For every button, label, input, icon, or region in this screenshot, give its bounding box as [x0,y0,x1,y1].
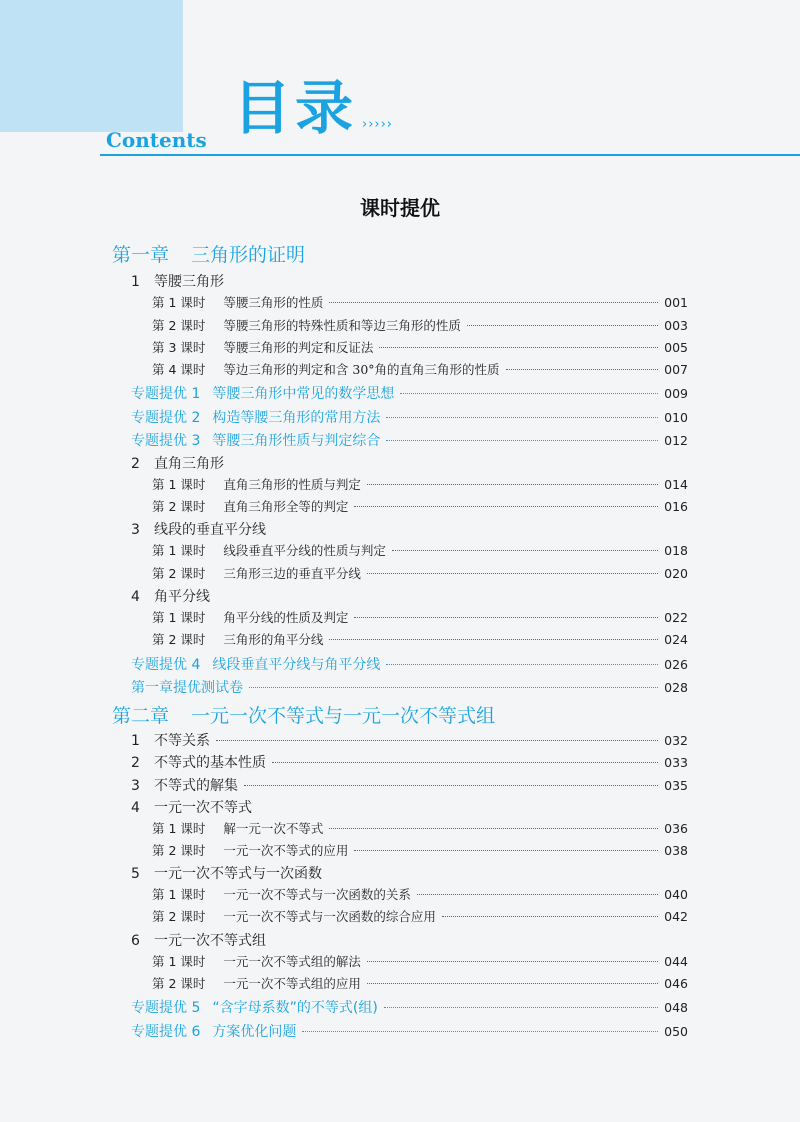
toc-entry[interactable] [152,885,688,903]
entry-title: 不等式的解集 [154,778,238,794]
page-number: 044 [664,954,688,969]
lesson-number: 第 1 课时 [152,295,206,310]
page-number: 007 [664,362,688,377]
dot-leader [354,506,658,507]
section-heading[interactable] [131,586,210,606]
lesson-number: 第 1 课时 [152,821,206,836]
lesson-number: 第 2 课时 [152,632,206,647]
page-number: 018 [664,543,688,558]
page-number: 003 [664,318,688,333]
dot-leader [467,325,658,326]
entry-title: 不等关系 [154,733,210,749]
lesson-number: 第 2 课时 [152,976,206,991]
entry-title: 一元一次不等式组的应用 [223,976,361,991]
lesson-number: 第 1 课时 [152,887,206,902]
toc-entry[interactable] [152,952,688,970]
lesson-number: 第 1 课时 [152,477,206,492]
section-number: 4 [131,800,140,816]
section-title: 课时提优 [360,196,440,220]
toc-entry[interactable] [152,974,688,992]
toc-entry[interactable] [152,819,688,837]
section-number: 6 [131,933,140,949]
header-divider [100,154,800,156]
section-title-text: 角平分线 [154,589,210,605]
entry-title: 线段垂直平分线的性质与判定 [223,543,386,558]
section-heading[interactable] [131,930,266,950]
section-number: 1 [131,733,140,749]
toc-entry[interactable] [152,497,688,515]
toc-topic-entry[interactable] [131,997,688,1017]
dot-leader [329,828,658,829]
lesson-number: 第 2 课时 [152,909,206,924]
toc-entry[interactable] [131,752,688,772]
entry-title: 等腰三角形性质与判定综合 [212,433,381,449]
page-number: 028 [664,680,688,695]
entry-title: 直角三角形全等的判定 [223,499,349,514]
entry-title: 线段垂直平分线与角平分线 [212,657,381,673]
entry-title: 一元一次不等式与一次函数的综合应用 [223,909,436,924]
page-number: 032 [664,733,688,748]
toc-topic-entry[interactable] [131,407,688,427]
dot-leader [384,1007,658,1008]
page-number: 042 [664,909,688,924]
dot-leader [367,573,658,574]
page-number: 001 [664,295,688,310]
dot-leader [386,417,658,418]
toc-topic-entry[interactable] [131,654,688,674]
entry-title: 角平分线的性质及判定 [223,610,349,625]
lesson-number: 第 1 课时 [152,610,206,625]
lesson-number: 第 3 课时 [152,340,206,355]
toc-entry[interactable] [131,730,688,750]
entry-title: 等腰三角形的判定和反证法 [223,340,374,355]
page-number: 009 [664,386,688,401]
topic-number: 专题提优 1 [131,386,201,402]
chapter-number: 第一章 [112,244,170,266]
contents-label: Contents [106,128,207,152]
toc-topic-entry[interactable] [131,1021,688,1041]
dot-leader [442,916,658,917]
section-title-text: 直角三角形 [154,456,224,472]
topic-number: 专题提优 3 [131,433,201,449]
section-number: 3 [131,522,140,538]
entry-title: 第一章提优测试卷 [131,680,243,696]
toc-entry[interactable] [152,907,688,925]
lesson-number: 第 2 课时 [152,566,206,581]
section-title-text: 等腰三角形 [154,274,224,290]
section-heading[interactable] [131,453,224,473]
toc-entry[interactable] [152,316,688,334]
dot-leader [354,617,658,618]
page-number: 035 [664,778,688,793]
entry-title: 直角三角形的性质与判定 [223,477,361,492]
toc-entry[interactable] [152,475,688,493]
toc-topic-entry[interactable] [131,383,688,403]
page-number: 050 [664,1024,688,1039]
dot-leader [386,440,658,441]
dot-leader [354,850,658,851]
section-number: 5 [131,866,140,882]
entry-title: 三角形的角平分线 [223,632,324,647]
entry-title: 等腰三角形中常见的数学思想 [212,386,395,402]
page-number: 024 [664,632,688,647]
topic-number: 专题提优 2 [131,410,201,426]
lesson-number: 第 2 课时 [152,499,206,514]
section-heading[interactable] [131,863,322,883]
page-number: 048 [664,1000,688,1015]
page-number: 020 [664,566,688,581]
dot-leader [329,639,658,640]
page-number: 022 [664,610,688,625]
dot-leader [379,347,658,348]
page-number: 038 [664,843,688,858]
lesson-number: 第 2 课时 [152,843,206,858]
lesson-number: 第 2 课时 [152,318,206,333]
section-heading[interactable] [131,797,252,817]
dot-leader [216,740,658,741]
entry-title: 方案优化问题 [212,1024,297,1040]
chapter-title: 一元一次不等式与一元一次不等式组 [191,705,496,727]
header-decor-block [0,0,183,132]
section-number: 1 [131,274,140,290]
dot-leader [417,894,658,895]
arrows-decoration: ››››› [362,117,393,132]
section-number: 4 [131,589,140,605]
section-number: 2 [131,755,140,771]
toc-entry[interactable] [152,360,688,378]
page-number: 033 [664,755,688,770]
entry-title: 一元一次不等式组的解法 [223,954,361,969]
toc-test-entry[interactable] [131,677,688,697]
section-number: 3 [131,778,140,794]
chapter-heading[interactable] [112,240,305,267]
entry-title: 等腰三角形的特殊性质和等边三角形的性质 [223,318,461,333]
section-title-text: 一元一次不等式组 [154,933,266,949]
entry-title: 解一元一次不等式 [223,821,324,836]
section-title-text: 线段的垂直平分线 [154,522,266,538]
section-title-text: 一元一次不等式 [154,800,252,816]
page-title: 目录 [233,74,358,142]
toc-entry[interactable] [152,564,688,582]
page-number: 005 [664,340,688,355]
toc-entry[interactable] [152,541,688,559]
dot-leader [386,664,658,665]
entry-title: 一元一次不等式的应用 [223,843,349,858]
toc-entry[interactable] [152,293,688,311]
toc-entry[interactable] [152,841,688,859]
page-number: 016 [664,499,688,514]
chapter-heading[interactable] [112,701,495,728]
entry-title: 构造等腰三角形的常用方法 [212,410,381,426]
toc-entry[interactable] [131,775,688,795]
toc-entry[interactable] [152,338,688,356]
topic-number: 专题提优 4 [131,657,201,673]
dot-leader [272,762,658,763]
page-number: 036 [664,821,688,836]
section-title-text: 一元一次不等式与一次函数 [154,866,322,882]
entry-title: 等边三角形的判定和含 30°角的直角三角形的性质 [223,362,500,377]
lesson-number: 第 4 课时 [152,362,206,377]
dot-leader [329,302,658,303]
entry-title: “含字母系数”的不等式(组) [212,1000,378,1016]
page-number: 014 [664,477,688,492]
chapter-title: 三角形的证明 [191,244,306,266]
topic-number: 专题提优 5 [131,1000,201,1016]
dot-leader [392,550,658,551]
lesson-number: 第 1 课时 [152,543,206,558]
page-number: 026 [664,657,688,672]
lesson-number: 第 1 课时 [152,954,206,969]
toc-topic-entry[interactable] [131,430,688,450]
dot-leader [244,785,658,786]
toc-entry[interactable] [152,608,688,626]
dot-leader [367,983,658,984]
entry-title: 一元一次不等式与一次函数的关系 [223,887,411,902]
topic-number: 专题提优 6 [131,1024,201,1040]
section-heading[interactable] [131,271,224,291]
dot-leader [400,393,658,394]
dot-leader [506,369,659,370]
page-number: 046 [664,976,688,991]
section-number: 2 [131,456,140,472]
section-heading[interactable] [131,519,266,539]
entry-title: 等腰三角形的性质 [223,295,324,310]
dot-leader [302,1031,658,1032]
dot-leader [249,687,658,688]
toc-entry[interactable] [152,630,688,648]
dot-leader [367,484,658,485]
dot-leader [367,961,658,962]
page-number: 010 [664,410,688,425]
entry-title: 三角形三边的垂直平分线 [223,566,361,581]
page-number: 012 [664,433,688,448]
page-number: 040 [664,887,688,902]
chapter-number: 第二章 [112,705,170,727]
entry-title: 不等式的基本性质 [154,755,266,771]
